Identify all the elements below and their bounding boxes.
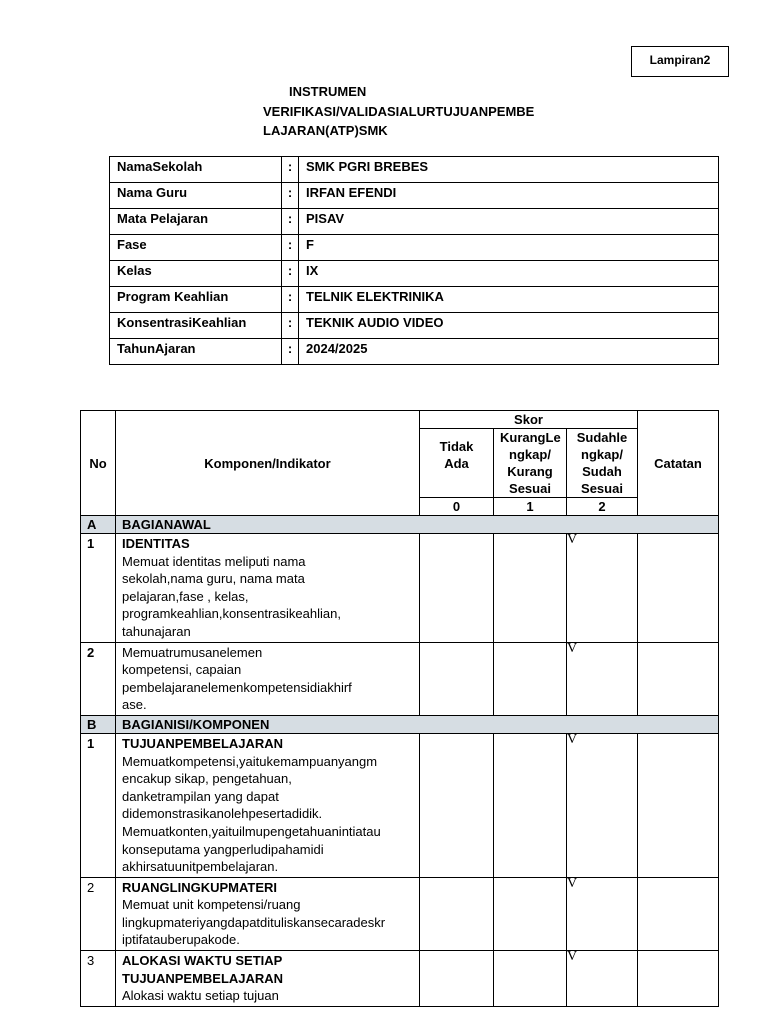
check-mark: V	[567, 875, 578, 891]
header-sudah-lengkap	[567, 429, 638, 498]
score-cell-0[interactable]	[420, 642, 494, 715]
header-kurang-line: Kurang	[507, 464, 553, 479]
title-line-1: INSTRUMEN	[289, 84, 367, 99]
item-description	[116, 642, 420, 715]
score-cell-1[interactable]	[494, 534, 567, 643]
info-sep: :	[282, 339, 299, 365]
header-sudah-line: Sesuai	[581, 481, 623, 496]
score-cell-0[interactable]	[420, 877, 494, 950]
item-number: 1	[81, 733, 116, 877]
check-mark: V	[567, 731, 578, 747]
info-value: TELNIK ELEKTRINIKA	[299, 287, 719, 313]
info-sep: :	[282, 183, 299, 209]
score-cell-1[interactable]	[494, 733, 567, 877]
title-line-2: VERIFIKASI/VALIDASIALURTUJUANPEMBE	[263, 103, 535, 119]
info-value: TEKNIK AUDIO VIDEO	[299, 313, 719, 339]
info-label: Fase	[110, 235, 282, 261]
info-sep: :	[282, 235, 299, 261]
info-label: TahunAjaran	[110, 339, 282, 365]
score-cell-2[interactable]	[567, 951, 638, 1007]
info-sep: :	[282, 313, 299, 339]
item-line: encakup sikap, pengetahuan,	[122, 771, 292, 787]
section-title: BAGIANAWAL	[116, 516, 719, 534]
item-line: lingkupmateriyangdapatdituliskansecaradeskr	[122, 914, 386, 930]
info-value: F	[299, 235, 719, 261]
item-description	[116, 534, 420, 643]
item-line: konseputama yangperludipahamidi	[122, 841, 324, 857]
check-mark: V	[567, 949, 578, 965]
info-sep: :	[282, 157, 299, 183]
item-heading: RUANGLINGKUPMATERI	[122, 879, 278, 895]
header-sudah-line: ngkap/	[581, 447, 623, 462]
item-line: pembelajaranelemenkompetensidiakhirf	[122, 679, 352, 695]
item-line: iptifatauberupakode.	[122, 932, 240, 948]
catatan-cell[interactable]	[638, 534, 719, 643]
header-no: No	[81, 411, 116, 516]
info-value: PISAV	[299, 209, 719, 235]
item-line: Memuat identitas meliputi nama	[122, 553, 306, 569]
header-skor: Skor	[420, 411, 638, 429]
item-number: 2	[81, 877, 116, 950]
instrument-table	[80, 410, 719, 1007]
section-row	[81, 516, 719, 534]
info-row	[110, 287, 719, 313]
info-value: 2024/2025	[299, 339, 719, 365]
section-title: BAGIANISI/KOMPONEN	[116, 715, 719, 733]
table-row	[81, 534, 719, 643]
header-tidak-ada	[420, 429, 494, 498]
header-score-1: 1	[494, 498, 567, 516]
header-catatan: Catatan	[638, 411, 719, 516]
item-description	[116, 951, 420, 1007]
catatan-cell[interactable]	[638, 733, 719, 877]
section-letter: B	[81, 715, 116, 733]
item-line: sekolah,nama guru, nama mata	[122, 571, 305, 587]
header-sudah-line: Sudah	[582, 464, 622, 479]
section-row	[81, 715, 719, 733]
info-label: KonsentrasiKeahlian	[110, 313, 282, 339]
info-sep: :	[282, 261, 299, 287]
score-cell-0[interactable]	[420, 951, 494, 1007]
score-cell-0[interactable]	[420, 534, 494, 643]
header-tidak-ada-line: Ada	[444, 455, 469, 471]
section-letter: A	[81, 516, 116, 534]
header-score-2: 2	[567, 498, 638, 516]
info-value: IRFAN EFENDI	[299, 183, 719, 209]
identity-table	[109, 156, 719, 365]
info-value: IX	[299, 261, 719, 287]
item-line: Memuatrumusanelemen	[122, 644, 263, 660]
info-row	[110, 261, 719, 287]
item-description	[116, 877, 420, 950]
item-number: 1	[81, 534, 116, 643]
item-line: ase.	[122, 697, 147, 713]
info-row	[110, 209, 719, 235]
info-row	[110, 157, 719, 183]
title-line-3: LAJARAN(ATP)SMK	[263, 123, 388, 138]
item-description	[116, 733, 420, 877]
check-mark: V	[567, 532, 578, 547]
item-line: tahunajaran	[122, 623, 191, 639]
info-row	[110, 235, 719, 261]
item-line: Alokasi waktu setiap tujuan	[122, 988, 279, 1004]
item-number: 2	[81, 642, 116, 715]
item-line: akhirsatuunitpembelajaran.	[122, 859, 279, 875]
info-sep: :	[282, 209, 299, 235]
info-row	[110, 313, 719, 339]
item-line: kompetensi, capaian	[122, 662, 242, 678]
info-label: Program Keahlian	[110, 287, 282, 313]
item-heading: IDENTITAS	[122, 536, 190, 551]
item-line: didemonstrasikanolehpesertadidik.	[122, 806, 323, 822]
info-label: Kelas	[110, 261, 282, 287]
header-kurang-lengkap	[494, 429, 567, 498]
item-line: Memuatkonten,yaituilmupengetahuanintiatau	[122, 823, 381, 839]
item-heading: ALOKASI WAKTU SETIAP	[122, 953, 283, 969]
document-title	[263, 82, 563, 141]
header-sudah-line: Sudahle	[576, 430, 628, 445]
info-value: SMK PGRI BREBES	[299, 157, 719, 183]
info-sep: :	[282, 287, 299, 313]
table-row	[81, 951, 719, 1007]
item-heading: TUJUANPEMBELAJARAN	[122, 735, 284, 751]
info-label: Nama Guru	[110, 183, 282, 209]
header-kurang-line: Sesuai	[509, 481, 551, 496]
item-line: programkeahlian,konsentrasikeahlian,	[122, 606, 341, 622]
item-number: 3	[81, 951, 116, 1007]
item-heading: TUJUANPEMBELAJARAN	[122, 970, 284, 986]
item-line: pelajaran,fase , kelas,	[122, 588, 249, 604]
table-row	[81, 877, 719, 950]
lampiran-label: Lampiran2	[631, 46, 729, 77]
catatan-cell[interactable]	[638, 951, 719, 1007]
table-row	[81, 733, 719, 877]
score-cell-2[interactable]	[567, 642, 638, 715]
catatan-cell[interactable]	[638, 642, 719, 715]
score-cell-2[interactable]	[567, 877, 638, 950]
score-cell-1[interactable]	[494, 951, 567, 1007]
score-cell-0[interactable]	[420, 733, 494, 877]
score-cell-2[interactable]	[567, 733, 638, 877]
item-line: Memuatkompetensi,yaitukemampuanyangm	[122, 753, 378, 769]
score-cell-1[interactable]	[494, 877, 567, 950]
header-kurang-line: KurangLe	[500, 430, 561, 445]
table-row	[81, 642, 719, 715]
info-row	[110, 339, 719, 365]
header-komponen: Komponen/Indikator	[116, 411, 420, 516]
header-tidak-ada-line: Tidak	[439, 438, 474, 454]
check-mark: V	[567, 640, 578, 656]
info-label: Mata Pelajaran	[110, 209, 282, 235]
item-line: danketrampilan yang dapat	[122, 788, 279, 804]
header-score-0: 0	[420, 498, 494, 516]
catatan-cell[interactable]	[638, 877, 719, 950]
item-line: Memuat unit kompetensi/ruang	[122, 897, 301, 913]
score-cell-1[interactable]	[494, 642, 567, 715]
header-kurang-line: ngkap/	[509, 447, 551, 462]
info-label: NamaSekolah	[110, 157, 282, 183]
info-row	[110, 183, 719, 209]
score-cell-2[interactable]	[567, 534, 638, 643]
